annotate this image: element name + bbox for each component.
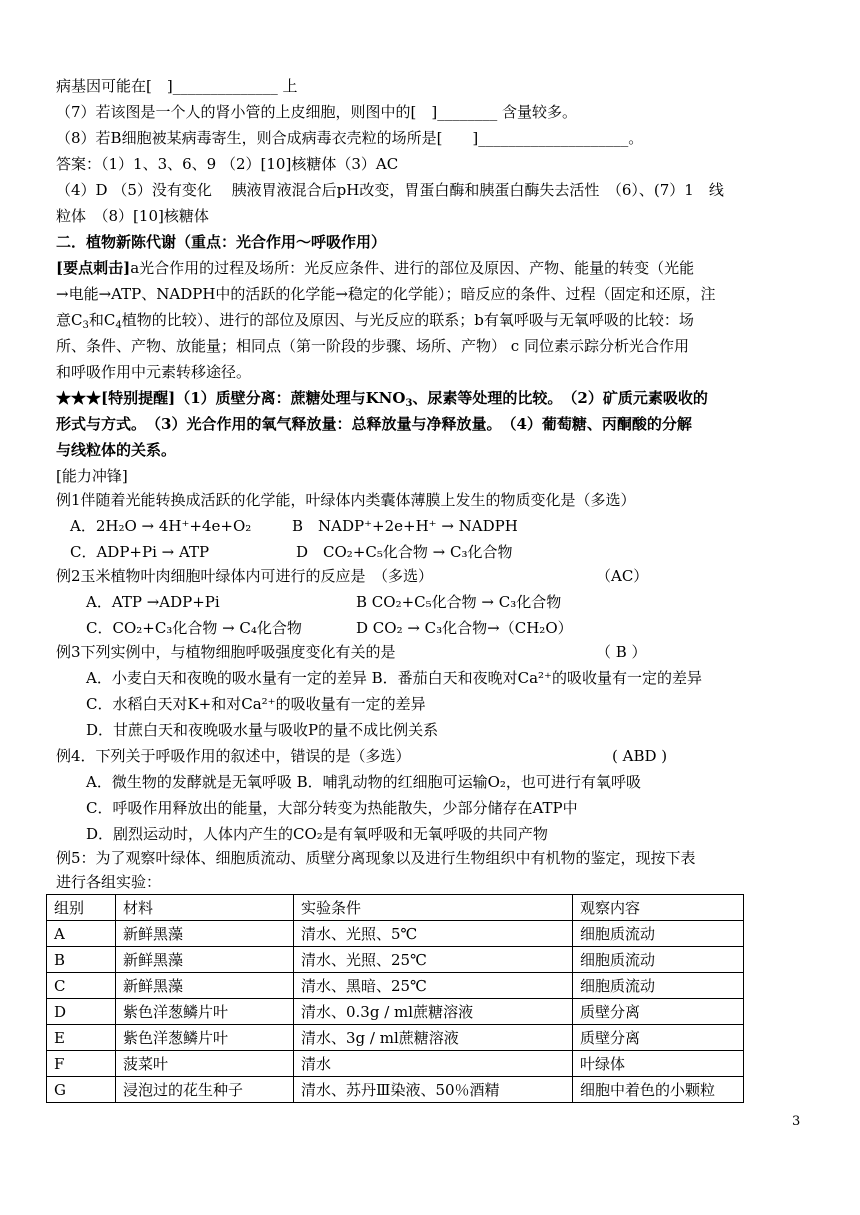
table-cell: 清水、光照、5℃ — [294, 921, 573, 947]
text-line: （7）若该图是一个人的肾小管的上皮细胞，则图中的[ ]________ 含量较多。 — [56, 103, 578, 121]
header-cell: 材料 — [116, 895, 294, 921]
option-c: C．ADP+Pi → ATP — [70, 543, 210, 561]
table-cell: 清水、0.3g / ml蔗糖溶液 — [294, 999, 573, 1025]
key-points-label: [要点刺击] — [56, 259, 131, 277]
option-d: D．甘蔗白天和夜晚吸水量与吸收P的量不成比例关系 — [86, 721, 439, 739]
experiment-table — [46, 894, 744, 1103]
special-note-line: 形式与方式。 （3）光合作用的氧气释放量：总释放量与净释放量。 （4）葡萄糖、丙酮酸的分解 — [56, 415, 692, 433]
table-cell: B — [47, 947, 116, 973]
answer-4: ( ABD ) — [612, 747, 668, 765]
question-3: 例3下列实例中，与植物细胞呼吸强度变化有关的是 — [56, 643, 396, 661]
question-2: 例2玉米植物叶肉细胞叶绿体内可进行的反应是 （多选） — [56, 567, 434, 585]
table-cell: D — [47, 999, 116, 1025]
table-row — [47, 1077, 744, 1103]
text-line: 病基因可能在[ ]______________ 上 — [56, 77, 298, 95]
option-d: D．剧烈运动时，人体内产生的CO₂是有氧呼吸和无氧呼吸的共同产物 — [86, 825, 548, 843]
table-cell: 紫色洋葱鳞片叶 — [116, 999, 294, 1025]
table-row — [47, 999, 744, 1025]
key-points-line: 所、条件、产物、放能量；相同点（第一阶段的步骤、场所、产物） c 同位素示踪分析光合作用 — [56, 337, 689, 355]
key-points-text: a光合作用的过程及场所：光反应条件、进行的部位及原因、产物、能量的转变（光能 — [130, 259, 695, 277]
table-cell: 细胞质流动 — [573, 973, 744, 999]
answer-line: 答案：（1）1、3、6、9 （2）[10]核糖体（3）AC — [56, 155, 399, 173]
kp-text: 植物的比较）、进行的部位及原因、与光反应的联系；b有氧呼吸与无氧呼吸的比较：场 — [121, 311, 694, 329]
note-subscript: 3 — [405, 398, 413, 409]
header-cell: 实验条件 — [294, 895, 573, 921]
table-row — [47, 1025, 744, 1051]
kp-subscript: 3 — [82, 320, 89, 331]
kp-text: 意C — [56, 311, 83, 329]
header-cell: 观察内容 — [573, 895, 744, 921]
table-cell: 新鲜黑藻 — [116, 947, 294, 973]
option-b: B CO₂+C₅化合物 → C₃化合物 — [356, 593, 562, 611]
ability-heading: [能力冲锋] — [56, 467, 128, 485]
answer-line: （4）D （5）没有变化 胰液胃液混合后pH改变，胃蛋白酶和胰蛋白酶失去活性 （6）、(7）1 线 — [56, 181, 724, 199]
table-cell: 新鲜黑藻 — [116, 973, 294, 999]
table-cell: E — [47, 1025, 116, 1051]
option-c: C．呼吸作用释放出的能量，大部分转变为热能散失，少部分储存在ATP中 — [86, 799, 578, 817]
question-5: 进行各组实验： — [56, 873, 162, 891]
table-row — [47, 947, 744, 973]
table-cell: 清水、黑暗、25℃ — [294, 973, 573, 999]
table-row — [47, 1051, 744, 1077]
note-text: 、尿素等处理的比较。 （2）矿质元素吸收的 — [412, 389, 708, 407]
table-cell: 清水、苏丹Ⅲ染液、50％酒精 — [294, 1077, 573, 1103]
option-ab: A．小麦白天和夜晚的吸水量有一定的差异 B．番茄白天和夜晚对Ca²⁺的吸收量有一定的差异 — [86, 669, 702, 687]
text-line: （8）若B细胞被某病毒寄生，则合成病毒衣壳粒的场所是[ ]____________________。 — [56, 129, 644, 147]
table-cell: F — [47, 1051, 116, 1077]
table-cell: 细胞质流动 — [573, 947, 744, 973]
table-cell: 紫色洋葱鳞片叶 — [116, 1025, 294, 1051]
option-c: C．CO₂+C₃化合物 → C₄化合物 — [86, 619, 302, 637]
table-cell: 新鲜黑藻 — [116, 921, 294, 947]
table-cell: G — [47, 1077, 116, 1103]
option-d: D CO₂+C₅化合物 → C₃化合物 — [296, 543, 513, 561]
key-points-line: 和呼吸作用中元素转移途径。 — [56, 363, 252, 381]
question-5: 例5：为了观察叶绿体、细胞质流动、质壁分离现象以及进行生物组织中有机物的鉴定，现按下表 — [56, 849, 696, 867]
section-heading: 二．植物新陈代谢（重点：光合作用～呼吸作用） — [56, 233, 387, 251]
table-cell: 菠菜叶 — [116, 1051, 294, 1077]
table-cell: 清水、光照、25℃ — [294, 947, 573, 973]
kp-text: 和C — [88, 311, 116, 329]
answer-line: 粒体 （8）[10]核糖体 — [56, 207, 209, 225]
table-row — [47, 973, 744, 999]
table-cell: 清水、3g / ml蔗糖溶液 — [294, 1025, 573, 1051]
special-note-line — [56, 388, 708, 414]
table-cell: 浸泡过的花生种子 — [116, 1077, 294, 1103]
table-header-row — [47, 895, 744, 921]
table-cell: A — [47, 921, 116, 947]
key-points-line — [56, 310, 694, 336]
key-points-line — [56, 258, 694, 278]
table-cell: 清水 — [294, 1051, 573, 1077]
table-cell: 细胞质流动 — [573, 921, 744, 947]
table-cell: 质壁分离 — [573, 1025, 744, 1051]
option-a: A．ATP →ADP+Pi — [86, 593, 220, 611]
table-cell: 细胞中着色的小颗粒 — [573, 1077, 744, 1103]
answer-2: （AC） — [596, 567, 649, 585]
question-1: 例1伴随着光能转换成活跃的化学能，叶绿体内类囊体薄膜上发生的物质变化是（多选） — [56, 491, 636, 509]
note-text: ★★★[特别提醒]（1）质壁分离：蔗糖处理与KNO — [56, 389, 406, 407]
kp-subscript: 4 — [115, 320, 122, 331]
option-c: C．水稻白天对K+和对Ca²⁺的吸收量有一定的差异 — [86, 695, 426, 713]
table-cell: C — [47, 973, 116, 999]
header-cell: 组别 — [47, 895, 116, 921]
special-note-line: 与线粒体的关系。 — [56, 441, 177, 459]
table-cell: 质壁分离 — [573, 999, 744, 1025]
page-number: 3 — [792, 1114, 801, 1129]
option-d: D CO₂ → C₃化合物→（CH₂O） — [356, 619, 573, 637]
table-cell: 叶绿体 — [573, 1051, 744, 1077]
option-a: A．2H₂O → 4H⁺+4e+O₂ — [70, 517, 252, 535]
answer-3: （ B ） — [596, 643, 647, 661]
option-b: B NADP⁺+2e+H⁺ → NADPH — [292, 517, 518, 535]
question-4: 例4．下列关于呼吸作用的叙述中，错误的是（多选） — [56, 747, 411, 765]
option-ab: A．微生物的发酵就是无氧呼吸 B．哺乳动物的红细胞可运输O₂，也可进行有氧呼吸 — [86, 773, 641, 791]
key-points-line: →电能→ATP、NADPH中的活跃的化学能→稳定的化学能）；暗反应的条件、过程（固定和还原，注 — [56, 285, 716, 303]
table-row — [47, 921, 744, 947]
